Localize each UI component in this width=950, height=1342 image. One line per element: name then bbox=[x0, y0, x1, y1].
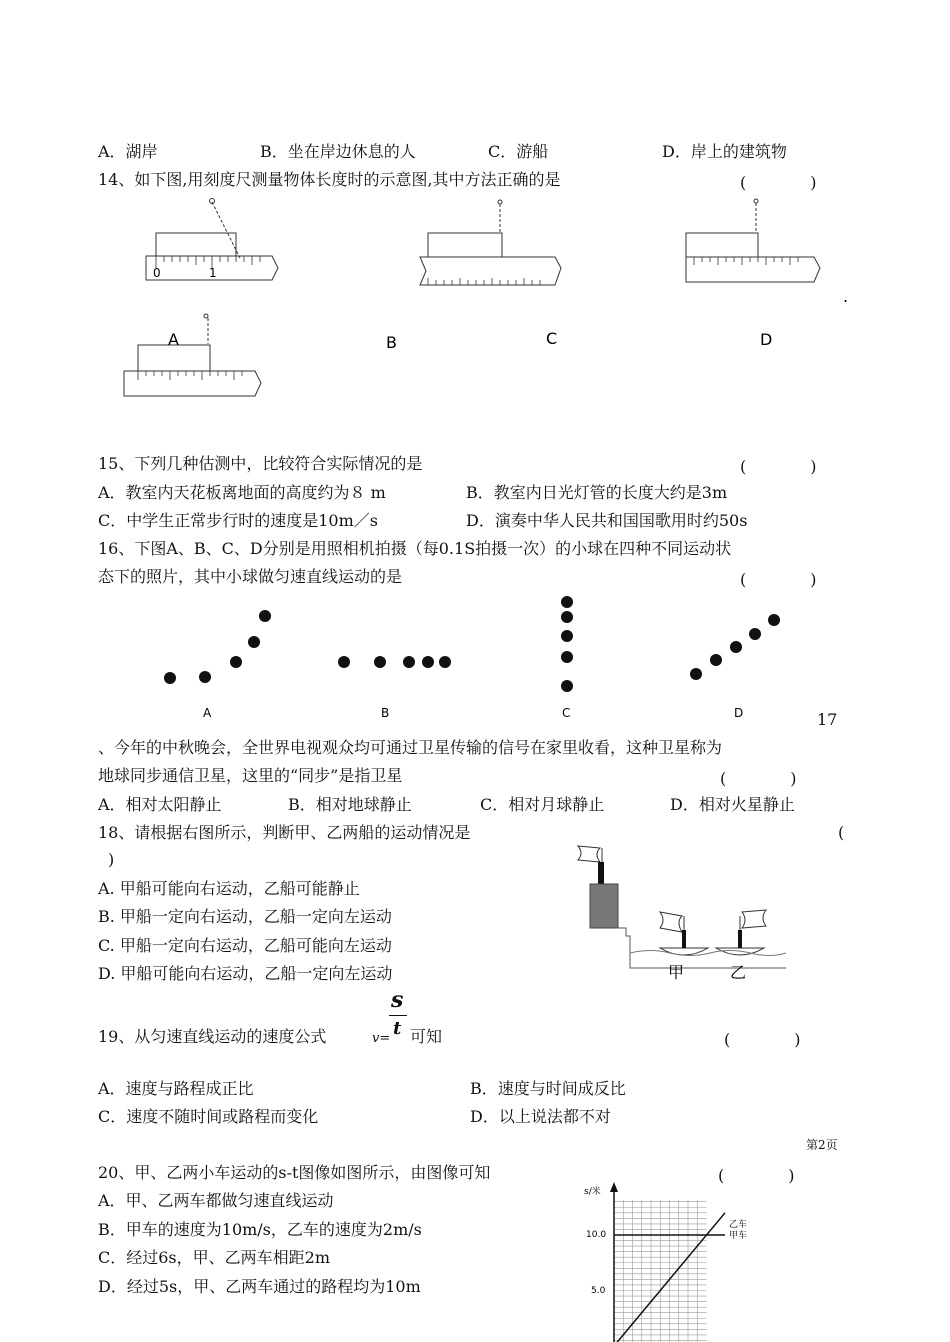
q20-stem: 20、甲、乙两小车运动的s-t图像如图所示，由图像可知 bbox=[98, 1163, 491, 1182]
q19-option-a: A．速度与路程成正比 bbox=[98, 1079, 254, 1098]
q18-paren-open: ( bbox=[838, 823, 845, 842]
q13-option-b: B．坐在岸边休息的人 bbox=[260, 142, 416, 161]
q17-option-a: A．相对太阳静止 bbox=[98, 795, 222, 814]
q20-option-a: A．甲、乙两车都做匀速直线运动 bbox=[98, 1191, 334, 1210]
q17-option-d: D．相对火星静止 bbox=[670, 795, 795, 814]
q17-stem-line2: 地球同步通信卫星，这里的“同步”是指卫星 bbox=[98, 766, 403, 785]
q18-option-c: C. 甲船一定向右运动，乙船可能向左运动 bbox=[98, 936, 392, 955]
q16-ball-photos bbox=[0, 592, 950, 732]
q20-option-d: D．经过5s，甲、乙两车通过的路程均为10m bbox=[98, 1277, 421, 1296]
q16-answer-paren: ( ) bbox=[740, 570, 817, 589]
ytick-10: 10.0 bbox=[586, 1230, 607, 1240]
q18-boats-figure bbox=[570, 840, 790, 985]
q13-option-c: C．游船 bbox=[488, 142, 549, 161]
q19-answer-paren: ( ) bbox=[724, 1030, 801, 1049]
q16-label-b: B bbox=[381, 706, 390, 720]
q14-label-d: D bbox=[760, 330, 773, 349]
q18-paren-close: ) bbox=[108, 850, 115, 869]
q14-label-b: B bbox=[386, 333, 397, 352]
q18-stem: 18、请根据右图所示，判断甲、乙两船的运动情况是 bbox=[98, 823, 471, 842]
q19-fraction-bar bbox=[389, 1015, 407, 1016]
q15-answer-paren: ( ) bbox=[740, 457, 817, 476]
q16-label-c: C bbox=[562, 706, 571, 720]
q19-stem-pre: 19、从匀速直线运动的速度公式 bbox=[98, 1027, 327, 1046]
boat-label-jia: 甲 bbox=[668, 963, 685, 982]
ruler-figure-4 bbox=[124, 314, 261, 396]
series-label-yi: 乙车 bbox=[729, 1219, 748, 1230]
q15-option-a: A．教室内天花板离地面的高度约为８ m bbox=[98, 483, 386, 502]
q19-stem-post: 可知 bbox=[410, 1027, 443, 1046]
series-label-jia: 甲车 bbox=[729, 1231, 748, 1241]
q17-option-b: B．相对地球静止 bbox=[288, 795, 412, 814]
q15-option-b: B．教室内日光灯管的长度大约是3m bbox=[466, 483, 728, 502]
ruler-figure-3 bbox=[686, 199, 820, 282]
q19-formula-t: t bbox=[393, 1018, 402, 1039]
q19-option-b: B．速度与时间成反比 bbox=[470, 1079, 626, 1098]
q14-label-c: C bbox=[546, 329, 558, 348]
q17-stem-line1: 、今年的中秋晚会，全世界电视观众均可通过卫星传输的信号在家里收看，这种卫星称为 bbox=[98, 738, 723, 757]
y-axis-arrow bbox=[610, 1182, 618, 1192]
q18-option-a: A. 甲船可能向右运动，乙船可能静止 bbox=[98, 879, 360, 898]
q14-label-a: A bbox=[168, 330, 179, 349]
q17-answer-paren: ( ) bbox=[720, 769, 797, 788]
q20-option-c: C．经过6s，甲、乙两车相距2m bbox=[98, 1248, 330, 1267]
y-axis-label: s/米 bbox=[584, 1187, 601, 1197]
chart-grid bbox=[614, 1200, 707, 1342]
q20-option-b: B．甲车的速度为10m/s，乙车的速度为2m/s bbox=[98, 1220, 422, 1239]
ruler-figure-2 bbox=[420, 200, 561, 285]
q20-answer-paren: ( ) bbox=[718, 1166, 795, 1185]
q16-label-a: A bbox=[203, 706, 212, 720]
q16-label-d: D bbox=[734, 706, 744, 720]
q16-stem-line2: 态下的照片，其中小球做匀速直线运动的是 bbox=[98, 567, 403, 586]
ruler-mark-1: 1 bbox=[209, 266, 217, 280]
q19-formula-v: v= bbox=[372, 1031, 391, 1046]
q18-option-d: D. 甲船可能向右运动，乙船一定向左运动 bbox=[98, 964, 393, 983]
q16-stem-line1: 16、下图A、B、C、D分别是用照相机拍摄（每0.1S拍摄一次）的小球在四种不同运动状 bbox=[98, 539, 732, 558]
q15-option-c: C．中学生正常步行时的速度是10m／s bbox=[98, 511, 378, 530]
q19-option-c: C．速度不随时间或路程而变化 bbox=[98, 1107, 319, 1126]
q19-option-d: D．以上说法都不对 bbox=[470, 1107, 611, 1126]
ruler-mark-0: 0 bbox=[153, 266, 161, 280]
q15-option-d: D．演奏中华人民共和国国歌用时约50s bbox=[466, 511, 748, 530]
q14-stem: 14、如下图,用刻度尺测量物体长度时的示意图,其中方法正确的是 bbox=[98, 170, 561, 189]
q19-formula-s: s bbox=[391, 987, 404, 1013]
ytick-5: 5.0 bbox=[591, 1286, 606, 1296]
q18-option-b: B. 甲船一定向右运动，乙船一定向左运动 bbox=[98, 907, 392, 926]
boat-label-yi: 乙 bbox=[730, 963, 747, 982]
page-number: 第2页 bbox=[806, 1138, 838, 1152]
q13-option-a: A．湖岸 bbox=[98, 142, 158, 161]
q17-number: 17 bbox=[817, 710, 838, 729]
q15-stem: 15、下列几种估测中，比较符合实际情况的是 bbox=[98, 454, 423, 473]
q14-answer-paren: ( ) bbox=[740, 173, 817, 192]
q13-option-d: D．岸上的建筑物 bbox=[662, 142, 787, 161]
st-chart bbox=[580, 1180, 800, 1342]
stray-dot: . bbox=[843, 287, 849, 306]
q17-option-c: C．相对月球静止 bbox=[480, 795, 605, 814]
